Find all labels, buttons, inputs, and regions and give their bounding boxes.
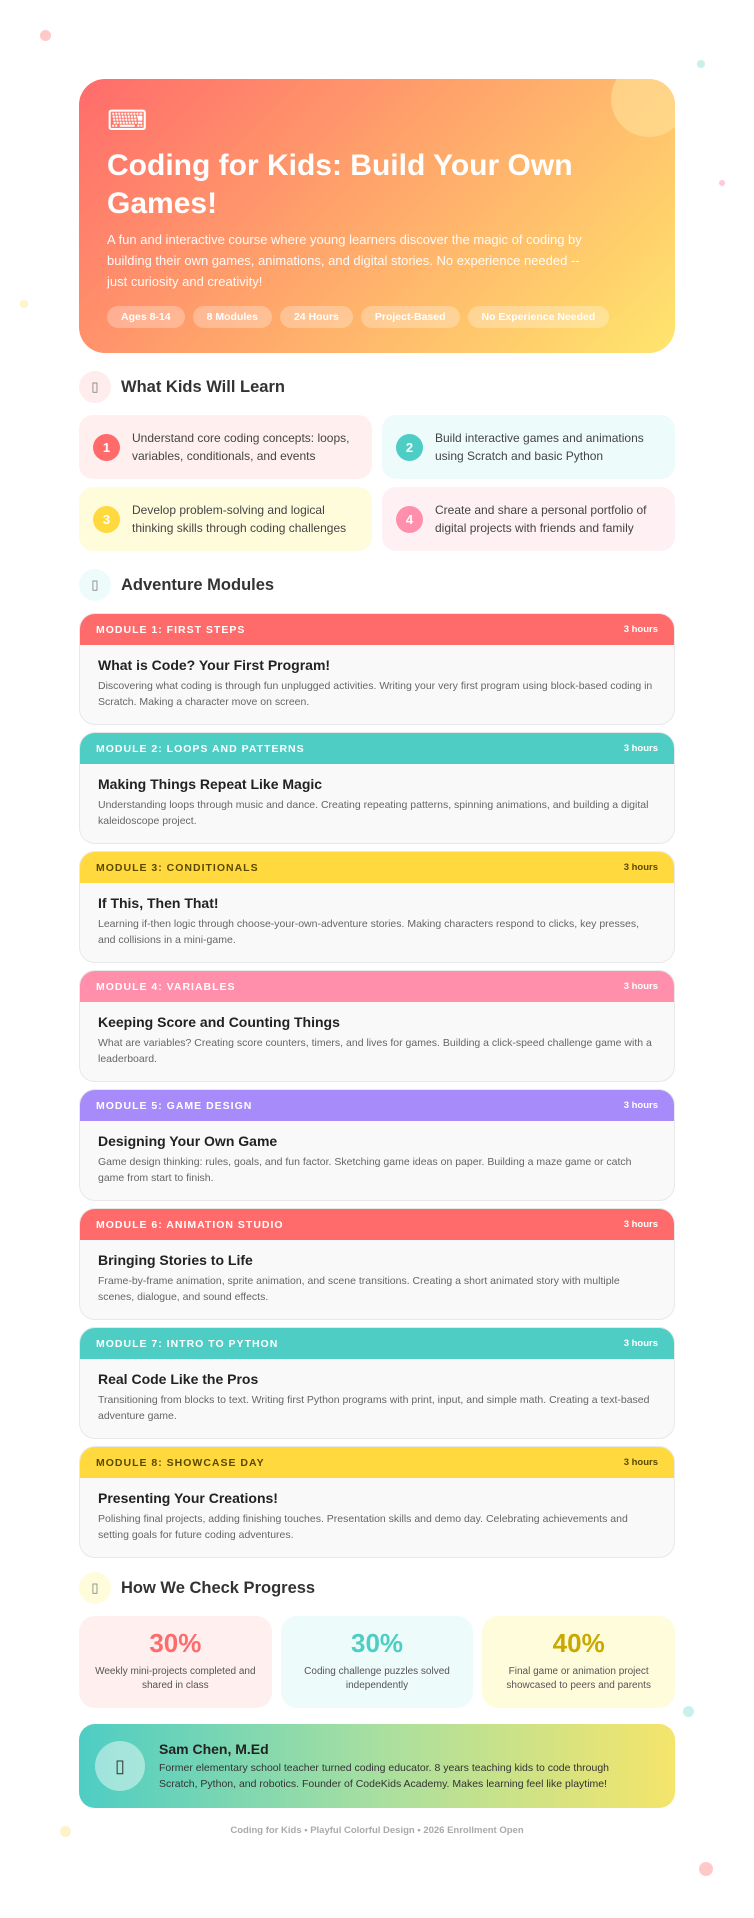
decor-dot (40, 30, 51, 41)
outcome-number: 1 (93, 434, 120, 461)
progress-section-icon: ▯ (79, 1572, 111, 1604)
module-title: Making Things Repeat Like Magic (98, 776, 323, 792)
progress-card (79, 1616, 272, 1708)
module-header (80, 852, 674, 883)
decor-dot (699, 1862, 713, 1876)
course-description: A fun and interactive course where young learners discover the magic of coding by building their own games, animations, and digital stories. No experience needed -- just curiosity and creativity! (107, 232, 582, 289)
module-label: MODULE 1: FIRST STEPS (96, 623, 246, 636)
keyboard-icon: ⌨ (107, 105, 148, 136)
modules-section-header (79, 569, 675, 601)
tag-age: Ages 8-14 (107, 306, 185, 328)
module-header (80, 1090, 674, 1121)
learning-outcome-card (79, 487, 372, 551)
module-card (79, 1208, 675, 1320)
outcome-number: 4 (396, 506, 423, 533)
module-list (79, 613, 675, 1558)
section-title: How We Check Progress (121, 1578, 316, 1597)
module-title: What is Code? Your First Program! (98, 657, 331, 673)
avatar: ▯ (95, 1741, 145, 1791)
outcome-text: Develop problem-solving and logical thinking skills through coding challenges (132, 503, 347, 535)
tag-modules: 8 Modules (193, 306, 272, 328)
module-label: MODULE 3: CONDITIONALS (96, 861, 259, 874)
instructor-name: Sam Chen, M.Ed (159, 1741, 269, 1757)
module-card (79, 1327, 675, 1439)
module-description: Transitioning from blocks to text. Writing first Python programs with print, input, and simple math. Creating a text-based adventure game. (98, 1394, 650, 1422)
module-label: MODULE 2: LOOPS AND PATTERNS (96, 742, 305, 755)
module-card (79, 732, 675, 844)
module-description: Game design thinking: rules, goals, and fun factor. Sketching game ideas on paper. Building a maze game or catch game from start to finish. (98, 1156, 632, 1184)
hero-banner (79, 79, 675, 353)
module-hours: 3 hours (623, 981, 658, 992)
instructor-card (79, 1724, 675, 1808)
module-card (79, 851, 675, 963)
module-label: MODULE 5: GAME DESIGN (96, 1099, 253, 1112)
course-tags (107, 306, 647, 328)
decor-dot (683, 1706, 694, 1717)
module-hours: 3 hours (623, 743, 658, 754)
learning-outcome-card (382, 487, 675, 551)
module-title: Bringing Stories to Life (98, 1252, 253, 1268)
module-label: MODULE 7: INTRO TO PYTHON (96, 1337, 279, 1350)
module-card (79, 1446, 675, 1558)
module-description: Polishing final projects, adding finishing touches. Presentation skills and demo day. Celebrating achievements and setting goals for future coding adventures. (98, 1513, 628, 1541)
learning-outcomes (79, 415, 675, 551)
module-hours: 3 hours (623, 862, 658, 873)
learning-outcome-card (79, 415, 372, 479)
decor-dot (697, 60, 705, 68)
tag-project-based: Project-Based (361, 306, 460, 328)
module-label: MODULE 8: SHOWCASE DAY (96, 1456, 265, 1469)
outcome-number: 2 (396, 434, 423, 461)
outcome-text: Build interactive games and animations using Scratch and basic Python (435, 431, 644, 463)
decor-dot (60, 1826, 71, 1837)
learning-outcome-card (382, 415, 675, 479)
section-title: What Kids Will Learn (121, 377, 285, 396)
module-description: Understanding loops through music and dance. Creating repeating patterns, spinning animations, and building a digital kaleidoscope project. (98, 799, 649, 827)
decor-dot (20, 300, 28, 308)
module-title: If This, Then That! (98, 895, 219, 911)
module-hours: 3 hours (623, 1219, 658, 1230)
module-description: Learning if-then logic through choose-your-own-adventure stories. Making characters respond to clicks, key presses, and collisions in a mini-game. (98, 918, 640, 946)
module-title: Keeping Score and Counting Things (98, 1014, 340, 1030)
module-title: Designing Your Own Game (98, 1133, 278, 1149)
tag-hours: 24 Hours (280, 306, 353, 328)
module-hours: 3 hours (623, 1100, 658, 1111)
decor-dot (719, 180, 725, 186)
progress-description: Weekly mini-projects completed and shared in class (95, 1666, 256, 1691)
module-description: What are variables? Creating score counters, timers, and lives for games. Building a click-speed challenge game with a leaderboard. (98, 1037, 652, 1065)
outcome-text: Create and share a personal portfolio of digital projects with friends and family (435, 503, 647, 535)
module-header (80, 614, 674, 645)
progress-card (281, 1616, 474, 1708)
module-label: MODULE 6: ANIMATION STUDIO (96, 1218, 284, 1231)
progress-percent: 30% (149, 1628, 202, 1658)
module-card (79, 613, 675, 725)
progress-card (482, 1616, 675, 1708)
outcome-text: Understand core coding concepts: loops, variables, conditionals, and events (132, 431, 350, 463)
module-description: Frame-by-frame animation, sprite animation, and scene transitions. Creating a short animated story with multiple scenes, dialogue, and sound effects. (98, 1275, 620, 1303)
section-title: Adventure Modules (121, 575, 275, 594)
module-description: Discovering what coding is through fun unplugged activities. Writing your very first program using block-based coding in Scratch. Making a character move on screen. (98, 680, 653, 708)
module-header (80, 1209, 674, 1240)
module-card (79, 970, 675, 1082)
progress-description: Coding challenge puzzles solved independently (304, 1666, 450, 1691)
progress-percent: 30% (350, 1628, 404, 1658)
module-title: Real Code Like the Pros (98, 1371, 259, 1387)
module-card (79, 1089, 675, 1201)
outcome-number: 3 (93, 506, 120, 533)
progress-breakdown (79, 1616, 675, 1708)
progress-percent: 40% (552, 1628, 605, 1658)
module-header (80, 1328, 674, 1359)
module-label: MODULE 4: VARIABLES (96, 980, 236, 993)
module-header (80, 1447, 674, 1478)
page-title: Coding for Kids: Build Your Own Games! (107, 149, 573, 220)
module-hours: 3 hours (623, 624, 658, 635)
progress-section-header (79, 1572, 675, 1604)
module-hours: 3 hours (623, 1457, 658, 1468)
module-header (80, 733, 674, 764)
learn-section-header (79, 371, 675, 403)
progress-description: Final game or animation project showcased to peers and parents (506, 1666, 651, 1691)
learn-section-icon: ▯ (79, 371, 111, 403)
module-header (80, 971, 674, 1002)
instructor-bio: Former elementary school teacher turned coding educator. 8 years teaching kids to code through Scratch, Python, and robotics. Founder of CodeKids Academy. Makes learning feel like playtime! (159, 1762, 610, 1790)
page-content (79, 79, 675, 1836)
module-title: Presenting Your Creations! (98, 1490, 278, 1506)
module-hours: 3 hours (623, 1338, 658, 1349)
tag-no-experience: No Experience Needed (468, 306, 610, 328)
modules-section-icon: ▯ (79, 569, 111, 601)
footer-text: Coding for Kids • Playful Colorful Design • 2026 Enrollment Open (230, 1825, 524, 1836)
